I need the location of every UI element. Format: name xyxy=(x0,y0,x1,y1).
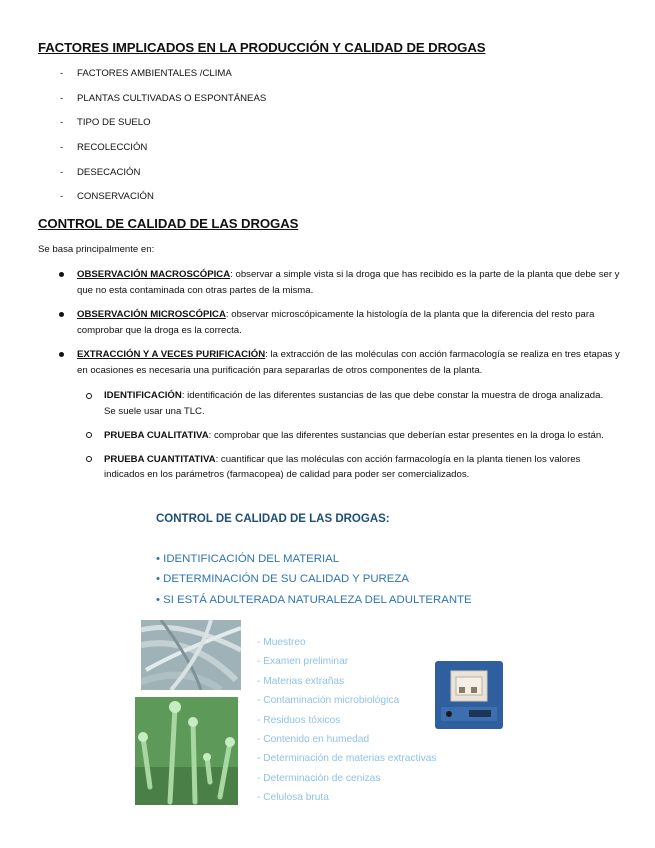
list-item: - FACTORES AMBIENTALES /CLIMA xyxy=(60,68,232,79)
muffle-furnace-photo xyxy=(429,655,509,735)
sub-bullet-item: PRUEBA CUANTITATIVA: cuantificar que las moléculas con acción farmacología en la planta tienen los valores indicados en los parámetros (farmacopea) de calidad para poder ser comercializados. xyxy=(86,452,616,483)
list-item: - Muestreo xyxy=(257,637,306,648)
figure-points xyxy=(156,549,472,610)
list-item: - TIPO DE SUELO xyxy=(60,117,151,129)
figure-title: CONTROL DE CALIDAD DE LAS DROGAS: xyxy=(156,513,390,525)
list-item: - Contenido en humedad xyxy=(257,734,370,746)
section-title-factores: FACTORES IMPLICADOS EN LA PRODUCCIÓN Y CALIDAD DE DROGAS xyxy=(38,40,486,55)
list-item: - Materias extrañas xyxy=(257,675,345,687)
list-item: • IDENTIFICACIÓN DEL MATERIAL xyxy=(156,553,340,565)
microscopy-photo xyxy=(135,697,238,805)
list-item: - CONSERVACIÓN xyxy=(60,191,154,203)
bullet-item: OBSERVACIÓN MACROSCÓPICA: observar a simple vista si la droga que has recibido es la parte de la planta que debe ser y que no esta contaminada con otras partes de la misma. xyxy=(57,267,622,298)
list-item: - Determinación de cenizas xyxy=(257,772,381,784)
quality-control-figure xyxy=(133,505,523,810)
extraction-sub-bullets xyxy=(86,388,616,491)
control-bullets xyxy=(57,267,622,387)
list-item: - Determinación de materias extractivas xyxy=(257,753,437,765)
list-item: • SI ESTÁ ADULTERADA NATURALEZA DEL ADULTERANTE xyxy=(156,593,472,606)
bullet-item: EXTRACCIÓN Y A VECES PURIFICACIÓN: la extracción de las moléculas con acción farmacología se realiza en tres etapas y en ocasiones es necesaria una purificación para separarlas de otros componentes de la planta. xyxy=(57,347,622,378)
list-item: - Residuos tóxicos xyxy=(257,714,341,726)
sub-bullet-item: PRUEBA CUALITATIVA: comprobar que las diferentes sustancias que deberían estar presentes en la droga lo están. xyxy=(86,428,616,444)
leaves-photo xyxy=(141,620,241,690)
list-item: - Examen preliminar xyxy=(257,656,349,668)
list-item: - RECOLECCIÓN xyxy=(60,142,148,154)
section-title-control: CONTROL DE CALIDAD DE LAS DROGAS xyxy=(38,216,299,231)
figure-steps xyxy=(257,633,436,808)
factores-list xyxy=(60,68,266,216)
list-item: • DETERMINACIÓN DE SU CALIDAD Y PUREZA xyxy=(156,573,409,586)
bullet-item: OBSERVACIÓN MICROSCÓPICA: observar microscópicamente la histología de la planta que la diferencia del resto para comprobar que la droga es la correcta. xyxy=(57,307,622,338)
sub-bullet-item: IDENTIFICACIÓN: identificación de las diferentes sustancias de las que debe constar la muestra de droga analizada. Se suele usar una TLC. xyxy=(86,388,616,419)
intro-text: Se basa principalmente en: xyxy=(38,244,155,255)
list-item: - Contaminación microbiológica xyxy=(257,695,400,707)
list-item: - Celulosa bruta xyxy=(257,792,329,804)
list-item: - PLANTAS CULTIVADAS O ESPONTÁNEAS xyxy=(60,92,267,104)
list-item: - DESECACIÓN xyxy=(60,166,141,178)
